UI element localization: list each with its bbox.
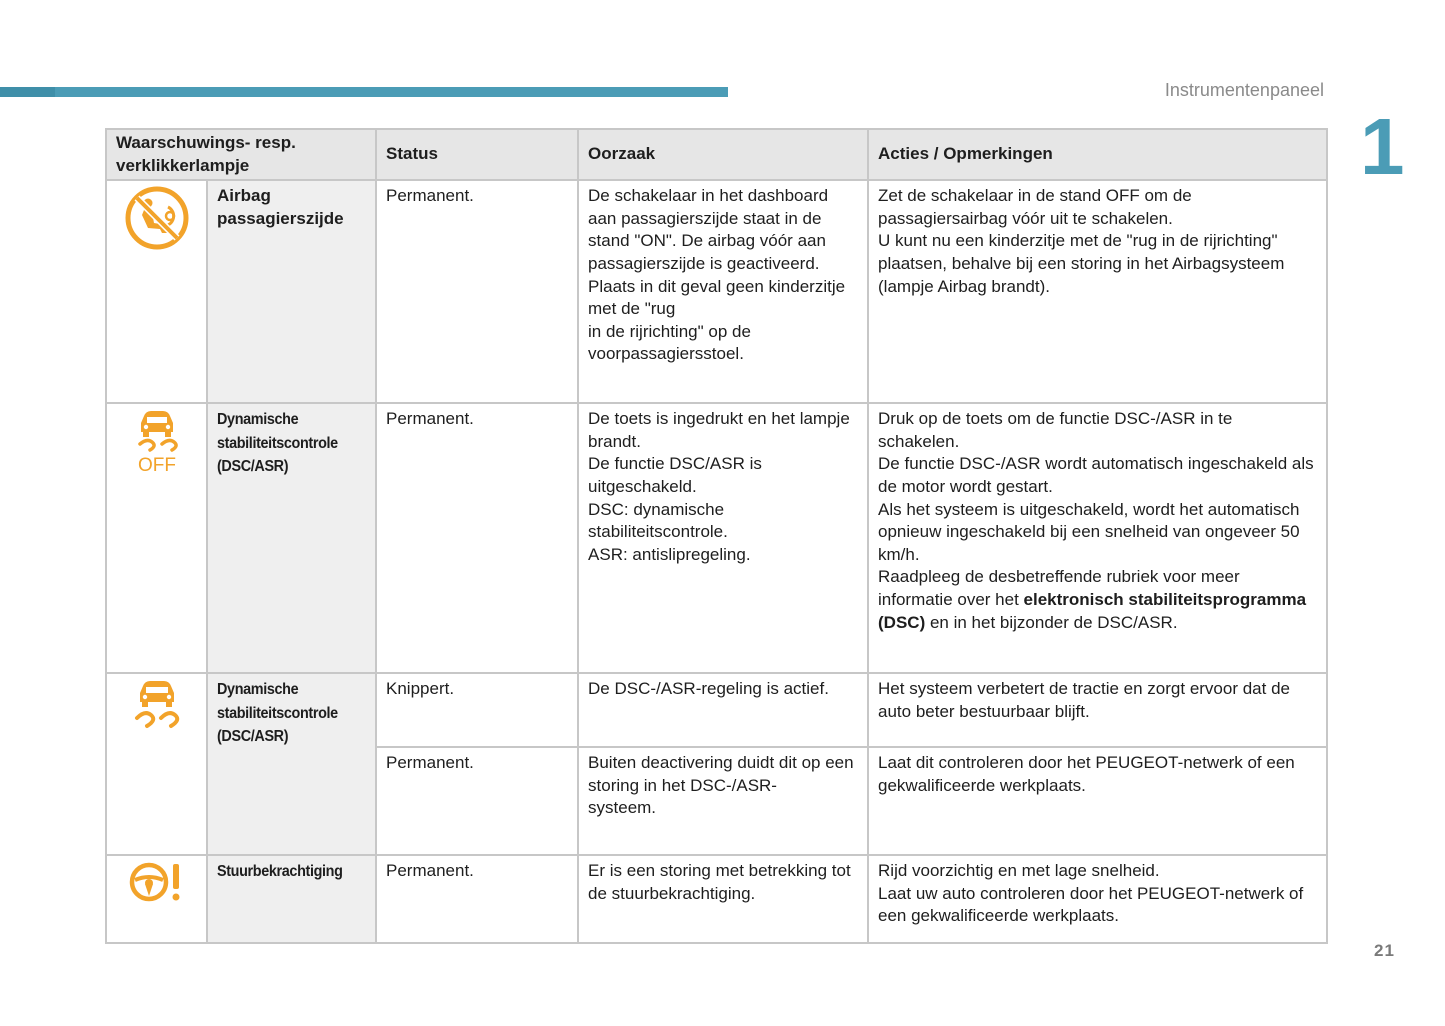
- cause-cell: [578, 403, 868, 673]
- actions-cell: [868, 180, 1327, 403]
- col-header-cause: Oorzaak: [578, 129, 868, 180]
- actions-text: [878, 408, 1317, 634]
- dsc-off-label: OFF: [137, 455, 176, 475]
- lamp-name-line: (DSC/ASR): [217, 728, 289, 746]
- power-steering-warning-icon: [116, 860, 197, 904]
- table-row: [106, 403, 1327, 673]
- cause-text: Buiten deactivering duidt dit op een storing in het DSC-/ASR- systeem.: [588, 753, 854, 818]
- status-cell: Permanent.: [376, 180, 578, 403]
- cause-text: De schakelaar in het dashboard aan passagierszijde staat in de stand "ON". De airbag vóór aan passagierszijde is geactiveerd. Plaats in dit geval geen kinderzitje met de "rug in de rijrichting" op de voorpassagiersstoel.: [588, 186, 846, 364]
- icon-cell: [106, 180, 207, 403]
- col-header-lamp: Waarschuwings- resp. verklikkerlampje: [106, 129, 376, 180]
- icon-cell: [106, 855, 207, 943]
- dsc-off-icon: [116, 408, 197, 474]
- actions-text: Zet de schakelaar in de stand OFF om de passagiersairbag vóór uit te schakelen. U kunt nu een kinderzitje met de "rug in de rijrichting" plaatsen, behalve bij een storing in het Airbagsysteem (lampje Airbag brandt).: [878, 186, 1285, 296]
- lamp-name-line: Airbag: [217, 186, 271, 206]
- cause-cell: [578, 180, 868, 403]
- lamp-name-line: (DSC/ASR): [217, 458, 289, 476]
- actions-cell: Laat dit controleren door het PEUGEOT-netwerk of een gekwalificeerde werkplaats.: [868, 747, 1327, 855]
- actions-text-part: Druk op de toets om de functie DSC-/ASR in te schakelen. De functie DSC-/ASR wordt automatisch ingeschakeld als de motor wordt gestart. Als het systeem is uitgeschakeld, wordt het automatisch opnieuw ingeschakeld bij een snelheid van ongeveer 50 km/h. Raadpleeg de desbetreffende rubriek voor meer informatie over het: [878, 409, 1314, 609]
- lamp-name-line: passagierszijde: [217, 208, 344, 228]
- status-cell: Knippert.: [376, 673, 578, 747]
- cause-cell: De DSC-/ASR-regeling is actief.: [578, 673, 868, 747]
- chapter-number: 1: [1360, 102, 1405, 191]
- status-cell: Permanent.: [376, 403, 578, 673]
- table-header-row: [106, 129, 1327, 180]
- col-header-status: Status: [376, 129, 578, 180]
- icon-cell: [106, 673, 207, 855]
- cause-cell: [578, 747, 868, 855]
- table-row: [106, 855, 1327, 943]
- actions-bold-reference: elektronisch stabiliteitsprogramma (DSC): [878, 589, 1307, 632]
- status-cell: Permanent.: [376, 855, 578, 943]
- lamp-name-cell: [207, 673, 376, 855]
- col-header-actions: Acties / Opmerkingen: [868, 129, 1327, 180]
- page-number: 21: [1374, 941, 1395, 960]
- lamp-name-line: Dynamische: [217, 681, 299, 699]
- cause-text: De toets is ingedrukt en het lampje brandt. De functie DSC/ASR is uitgeschakeld. DSC: dynamische stabiliteitscontrole. ASR: antislipregeling.: [588, 409, 850, 564]
- icon-cell: [106, 403, 207, 673]
- airbag-passenger-off-icon: [116, 185, 197, 251]
- table-row: [106, 180, 1327, 403]
- actions-cell: [868, 403, 1327, 673]
- section-title: Instrumentenpaneel: [1164, 80, 1324, 100]
- lamp-name-cell: [207, 403, 376, 673]
- actions-text: Rijd voorzichtig en met lage snelheid. Laat uw auto controleren door het PEUGEOT-netwerk of een gekwalificeerde werkplaats.: [878, 861, 1304, 926]
- top-accent-bar: [0, 87, 728, 97]
- lamp-name-line: Dynamische: [217, 411, 299, 429]
- cause-cell: Er is een storing met betrekking tot de stuurbekrachtiging.: [578, 855, 868, 943]
- lamp-name-line: Stuurbekrachtiging: [217, 863, 343, 881]
- actions-cell: [868, 855, 1327, 943]
- actions-text-part: en in het bijzonder de DSC/ASR.: [929, 612, 1178, 632]
- actions-cell: Het systeem verbetert de tractie en zorgt ervoor dat de auto beter bestuurbaar blijft.: [868, 673, 1327, 747]
- warning-lamps-table: [105, 128, 1328, 944]
- status-cell: Permanent.: [376, 747, 578, 855]
- lamp-name-cell: [207, 180, 376, 403]
- table-row: [106, 673, 1327, 747]
- dsc-active-icon: [116, 678, 197, 734]
- lamp-name-line: stabiliteitscontrole: [217, 704, 338, 722]
- lamp-name-line: stabiliteitscontrole: [217, 434, 338, 452]
- lamp-name-cell: [207, 855, 376, 943]
